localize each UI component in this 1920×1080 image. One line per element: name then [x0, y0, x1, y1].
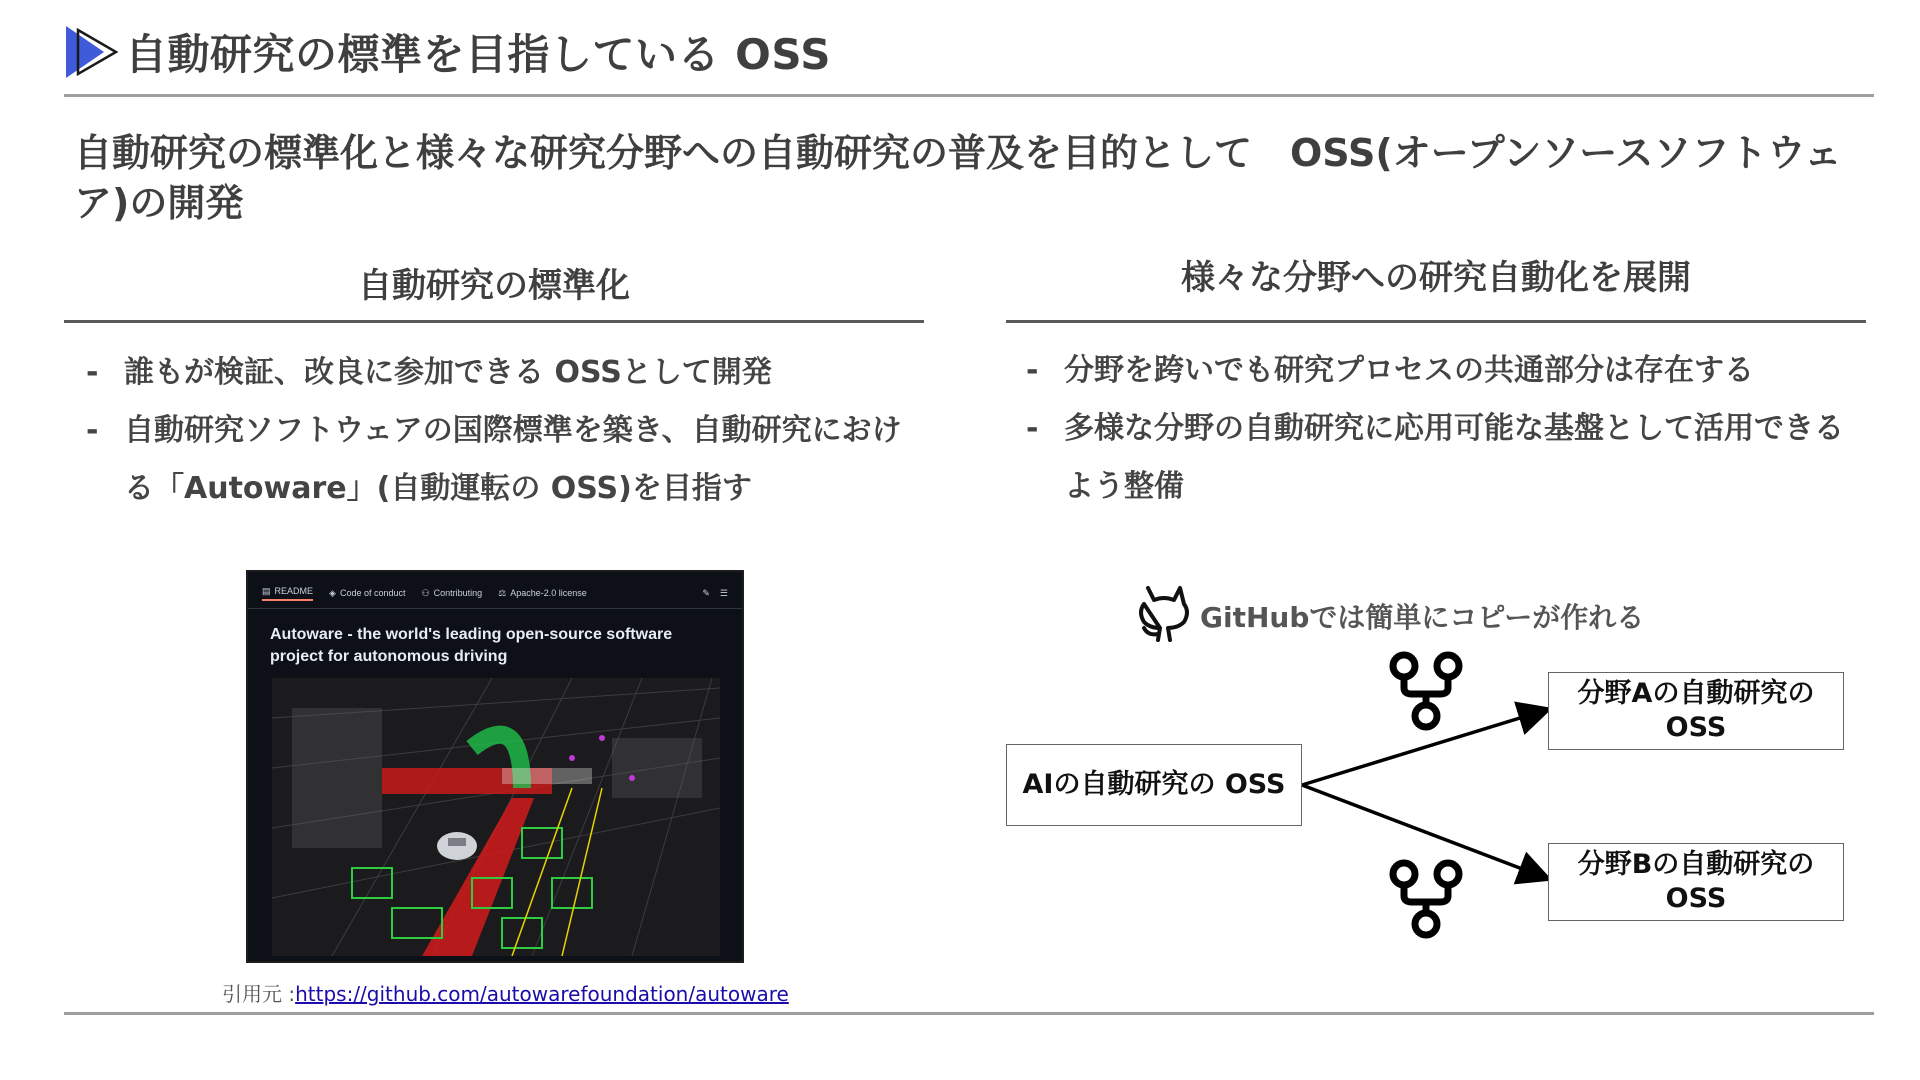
- target-b-oss-box: 分野Bの自動研究の OSS: [1548, 843, 1844, 921]
- tab-code-of-conduct: ◈ Code of conduct: [329, 587, 406, 598]
- fork-icon: [1388, 650, 1464, 732]
- tab-license: ⚖ Apache-2.0 license: [498, 587, 587, 598]
- scale-icon: ⚖: [498, 587, 507, 598]
- left-heading-rule: [64, 320, 924, 323]
- repo-title: Autoware - the world's leading open-source software project for autonomous driving: [270, 626, 673, 665]
- book-icon: ▤: [262, 585, 271, 596]
- people-icon: ⚇: [421, 587, 430, 598]
- fork-icon: [1388, 858, 1464, 940]
- footer-divider: [64, 1012, 1874, 1015]
- github-octocat-icon: [1134, 580, 1194, 644]
- shield-icon: ◈: [329, 587, 336, 598]
- citation-link[interactable]: https://github.com/autowarefoundation/autoware: [295, 982, 789, 1006]
- left-bullet-2: - 自動研究ソフトウェアの国際標準を築き、自動研究における「Autoware」(自動運転の OSS)を目指す: [86, 413, 902, 506]
- right-heading: 様々な分野への研究自動化を展開: [1181, 258, 1691, 298]
- citation: 引用元 :https://github.com/autowarefoundation/autoware: [222, 982, 789, 1006]
- tab-contributing: ⚇ Contributing: [421, 587, 483, 598]
- left-heading: 自動研究の標準化: [358, 266, 630, 306]
- autoware-readme-screenshot: [246, 570, 744, 963]
- slide-title: 自動研究の標準を目指している OSS: [125, 30, 831, 79]
- left-bullet-1: - 誰もが検証、改良に参加できる OSSとして開発: [86, 355, 772, 390]
- lead-text: 自動研究の標準化と様々な研究分野への自動研究の普及を目的として OSS(オープンソースソフトウェア)の開発: [74, 131, 1842, 225]
- target-a-oss-box: 分野Aの自動研究の OSS: [1548, 672, 1844, 750]
- title-triangle-icon: [64, 24, 124, 80]
- right-bullet-1: - 分野を跨いでも研究プロセスの共通部分は存在する: [1026, 353, 1754, 388]
- title-divider: [64, 94, 1874, 97]
- left-bullets: [74, 344, 914, 518]
- github-note: GitHubでは簡単にコピーが作れる: [1200, 601, 1645, 634]
- right-bullet-2: - 多様な分野の自動研究に応用可能な基盤として活用できるよう整備: [1026, 411, 1844, 504]
- tab-readme: ▤ README: [262, 586, 313, 601]
- right-heading-rule: [1006, 320, 1866, 323]
- readme-tabs: [262, 584, 728, 602]
- right-bullets: [1014, 342, 1844, 516]
- autoware-3d-scene-image: [272, 678, 720, 956]
- source-oss-box: AIの自動研究の OSS: [1006, 744, 1302, 826]
- list-icon: ☰: [719, 587, 728, 598]
- pencil-icon: ✎: [702, 587, 710, 598]
